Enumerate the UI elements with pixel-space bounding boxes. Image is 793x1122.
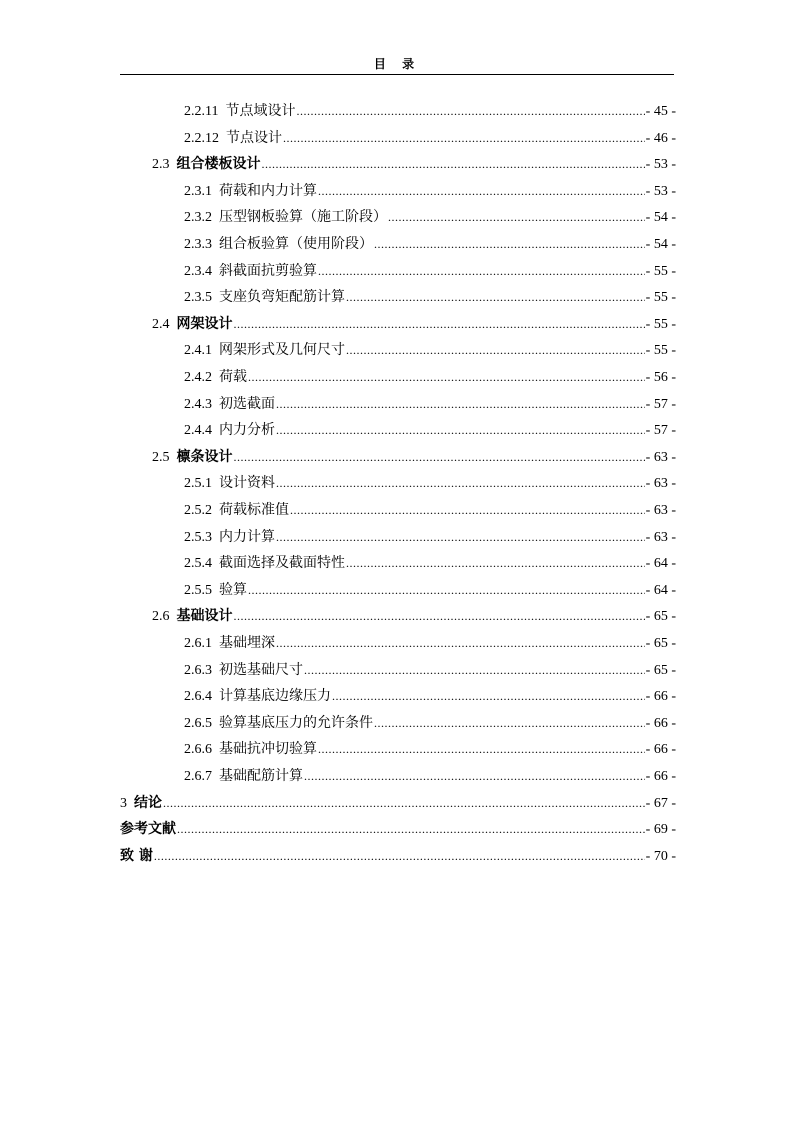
toc-entry[interactable] bbox=[184, 524, 676, 550]
toc-dot-leader bbox=[234, 603, 645, 629]
toc-entry[interactable] bbox=[184, 391, 676, 417]
toc-entry-number: 2.5.1 bbox=[184, 476, 212, 492]
toc-entry-page-number: - 66 - bbox=[645, 769, 676, 784]
toc-entry[interactable] bbox=[152, 444, 676, 470]
toc-entry-page-number: - 57 - bbox=[645, 396, 676, 412]
toc-entry-label: 截面选择及截面特性 bbox=[219, 555, 345, 572]
toc-entry[interactable] bbox=[184, 577, 676, 603]
toc-entry[interactable] bbox=[184, 683, 676, 709]
toc-entry[interactable] bbox=[184, 763, 676, 789]
toc-entry[interactable] bbox=[120, 843, 676, 869]
toc-dot-leader bbox=[332, 683, 645, 709]
toc-dot-leader bbox=[318, 736, 645, 762]
toc-entry-label: 网架设计 bbox=[176, 315, 233, 332]
toc-entry-number: 2.5.3 bbox=[184, 529, 212, 545]
toc-entry-page-number: - 54 - bbox=[645, 210, 676, 226]
toc-dot-leader bbox=[346, 550, 645, 576]
toc-entry-label: 初选基础尺寸 bbox=[219, 661, 303, 678]
toc-entry-page-number: - 70 - bbox=[645, 848, 676, 864]
toc-entry-number: 2.4.3 bbox=[184, 396, 212, 412]
toc-entry[interactable] bbox=[152, 151, 676, 177]
toc-entry[interactable] bbox=[184, 178, 676, 204]
toc-entry-page-number: - 67 - bbox=[645, 795, 676, 811]
toc-entry[interactable] bbox=[120, 790, 676, 816]
toc-entry-number: 2.4.4 bbox=[184, 423, 212, 439]
toc-dot-leader bbox=[346, 284, 645, 310]
toc-entry-label: 组合楼板设计 bbox=[176, 156, 261, 173]
toc-entry-page-number: - 63 - bbox=[645, 476, 676, 492]
toc-entry[interactable] bbox=[184, 630, 676, 656]
toc-entry-number: 2.4.1 bbox=[184, 343, 212, 359]
toc-entry-page-number: - 46 - bbox=[645, 130, 676, 146]
toc-entry-label: 支座负弯矩配筋计算 bbox=[219, 289, 345, 306]
toc-entry-label: 验算基底压力的允许条件 bbox=[219, 714, 373, 731]
toc-entry-number: 2.3.4 bbox=[184, 263, 212, 279]
toc-entry-number: 2.5 bbox=[152, 449, 170, 465]
toc-entry[interactable] bbox=[184, 417, 676, 443]
toc-dot-leader bbox=[262, 151, 645, 177]
toc-dot-leader bbox=[276, 524, 645, 550]
toc-entry[interactable] bbox=[120, 816, 676, 842]
toc-entry[interactable] bbox=[184, 364, 676, 390]
toc-dot-leader bbox=[296, 98, 644, 124]
toc-dot-leader bbox=[177, 816, 645, 842]
toc-dot-leader bbox=[163, 790, 645, 816]
toc-entry-page-number: - 54 - bbox=[645, 237, 676, 252]
toc-entry-page-number: - 64 - bbox=[645, 556, 676, 572]
toc-dot-leader bbox=[346, 337, 645, 363]
toc-entry-number: 2.3.2 bbox=[184, 210, 212, 226]
toc-dot-leader bbox=[234, 444, 645, 470]
toc-entry-number: 2.6.5 bbox=[184, 715, 212, 731]
toc-dot-leader bbox=[276, 630, 645, 656]
toc-entry[interactable] bbox=[184, 284, 676, 310]
toc-entry[interactable] bbox=[184, 497, 676, 523]
toc-entry-page-number: - 56 - bbox=[645, 370, 676, 385]
toc-entry-label: 内力分析 bbox=[219, 422, 275, 439]
toc-entry-number: 2.5.2 bbox=[184, 503, 212, 518]
toc-entry[interactable] bbox=[184, 337, 676, 363]
toc-entry-label: 斜截面抗剪验算 bbox=[219, 262, 317, 279]
toc-dot-leader bbox=[248, 364, 645, 390]
toc-entry-label: 内力计算 bbox=[219, 528, 275, 545]
toc-entry-label: 网架形式及几何尺寸 bbox=[219, 342, 345, 359]
toc-entry-label: 基础埋深 bbox=[219, 635, 275, 651]
toc-entry[interactable] bbox=[184, 657, 676, 683]
toc-entry-label: 组合板验算（使用阶段） bbox=[219, 236, 373, 252]
toc-entry-number: 2.6.1 bbox=[184, 636, 212, 651]
toc-entry[interactable] bbox=[184, 736, 676, 762]
toc-entry-label: 基础抗冲切验算 bbox=[219, 741, 317, 758]
toc-dot-leader bbox=[304, 657, 645, 683]
toc-entry-label: 致 谢 bbox=[120, 847, 153, 864]
toc-entry-label: 结论 bbox=[134, 794, 162, 811]
toc-entry-page-number: - 65 - bbox=[645, 662, 676, 678]
toc-entry[interactable] bbox=[152, 603, 676, 629]
toc-dot-leader bbox=[276, 417, 645, 443]
toc-dot-leader bbox=[248, 577, 645, 603]
toc-entry-number: 2.4 bbox=[152, 316, 170, 332]
toc-entry-label: 参考文献 bbox=[120, 821, 176, 838]
toc-entry[interactable] bbox=[184, 470, 676, 496]
toc-dot-leader bbox=[304, 763, 645, 789]
toc-dot-leader bbox=[234, 311, 645, 337]
toc-entry[interactable] bbox=[152, 311, 676, 337]
toc-entry-number: 3 bbox=[120, 795, 127, 811]
toc-dot-leader bbox=[276, 470, 645, 496]
toc-dot-leader bbox=[283, 125, 645, 151]
toc-entry-page-number: - 55 - bbox=[645, 290, 676, 306]
toc-entry[interactable] bbox=[184, 231, 676, 257]
toc-entry-page-number: - 55 - bbox=[645, 263, 676, 279]
toc-dot-leader bbox=[154, 843, 645, 869]
toc-entry-page-number: - 69 - bbox=[645, 822, 676, 838]
toc-entry-page-number: - 57 - bbox=[645, 423, 676, 439]
toc-entry-label: 荷载 bbox=[219, 369, 247, 385]
toc-dot-leader bbox=[276, 391, 645, 417]
toc-entry[interactable] bbox=[184, 550, 676, 576]
toc-entry-label: 基础设计 bbox=[176, 608, 233, 625]
toc-entry[interactable] bbox=[184, 98, 676, 124]
toc-entry-number: 2.6 bbox=[152, 609, 170, 625]
toc-entry[interactable] bbox=[184, 204, 676, 230]
toc-dot-leader bbox=[374, 710, 645, 736]
toc-entry-page-number: - 65 - bbox=[645, 609, 676, 625]
toc-entry-label: 压型钢板验算（施工阶段） bbox=[219, 209, 387, 226]
toc-entry-number: 2.3.5 bbox=[184, 290, 212, 306]
toc-entry-label: 节点设计 bbox=[226, 129, 282, 146]
toc-entry-page-number: - 55 - bbox=[645, 343, 676, 359]
toc-entry-label: 檩条设计 bbox=[176, 448, 233, 465]
toc-entry-page-number: - 66 - bbox=[645, 689, 676, 705]
page-header bbox=[120, 55, 674, 75]
toc-entry[interactable] bbox=[184, 258, 676, 284]
toc-dot-leader bbox=[374, 231, 645, 257]
toc-entry-label: 初选截面 bbox=[219, 395, 275, 412]
toc-entry-page-number: - 66 - bbox=[645, 715, 676, 731]
toc-entry-number: 2.6.7 bbox=[184, 769, 212, 784]
toc-entry[interactable] bbox=[184, 125, 676, 151]
toc-entry-number: 2.5.4 bbox=[184, 556, 212, 572]
toc-entry-number: 2.3.3 bbox=[184, 237, 212, 252]
toc-entry-page-number: - 63 - bbox=[645, 449, 676, 465]
toc-dot-leader bbox=[318, 258, 645, 284]
toc-entry-page-number: - 45 - bbox=[645, 104, 676, 119]
toc-entry-label: 基础配筋计算 bbox=[219, 768, 303, 784]
toc-entry-label: 验算 bbox=[219, 581, 247, 598]
toc-entry-page-number: - 65 - bbox=[645, 636, 676, 651]
toc-entry-number: 2.3.1 bbox=[184, 183, 212, 199]
toc-entry-page-number: - 53 - bbox=[645, 183, 676, 199]
toc-entry-label: 荷载标准值 bbox=[219, 502, 289, 518]
toc-entry-number: 2.6.6 bbox=[184, 742, 212, 758]
toc-dot-leader bbox=[318, 178, 645, 204]
toc-entry-label: 设计资料 bbox=[219, 475, 275, 492]
toc-entry-page-number: - 63 - bbox=[645, 503, 676, 518]
toc-entry-number: 2.6.3 bbox=[184, 662, 212, 678]
toc-entry-number: 2.2.11 bbox=[184, 104, 219, 119]
toc-entry-number: 2.5.5 bbox=[184, 582, 212, 598]
header-title: 目 录 bbox=[373, 57, 421, 71]
toc-entry-label: 荷载和内力计算 bbox=[219, 182, 317, 199]
toc-entry-label: 计算基底边缘压力 bbox=[219, 688, 331, 705]
toc-entry-number: 2.4.2 bbox=[184, 370, 212, 385]
toc-dot-leader bbox=[290, 497, 645, 523]
toc-entry-number: 2.3 bbox=[152, 157, 170, 173]
toc-entry-page-number: - 66 - bbox=[645, 742, 676, 758]
toc-entry[interactable] bbox=[184, 710, 676, 736]
toc-entry-page-number: - 53 - bbox=[645, 157, 676, 173]
toc-entry-number: 2.6.4 bbox=[184, 689, 212, 705]
toc-entry-page-number: - 64 - bbox=[645, 582, 676, 598]
toc-dot-leader bbox=[388, 204, 645, 230]
toc-entry-number: 2.2.12 bbox=[184, 130, 219, 146]
toc-entry-page-number: - 55 - bbox=[645, 316, 676, 332]
toc-entry-page-number: - 63 - bbox=[645, 529, 676, 545]
toc-entry-label: 节点域设计 bbox=[225, 103, 296, 119]
